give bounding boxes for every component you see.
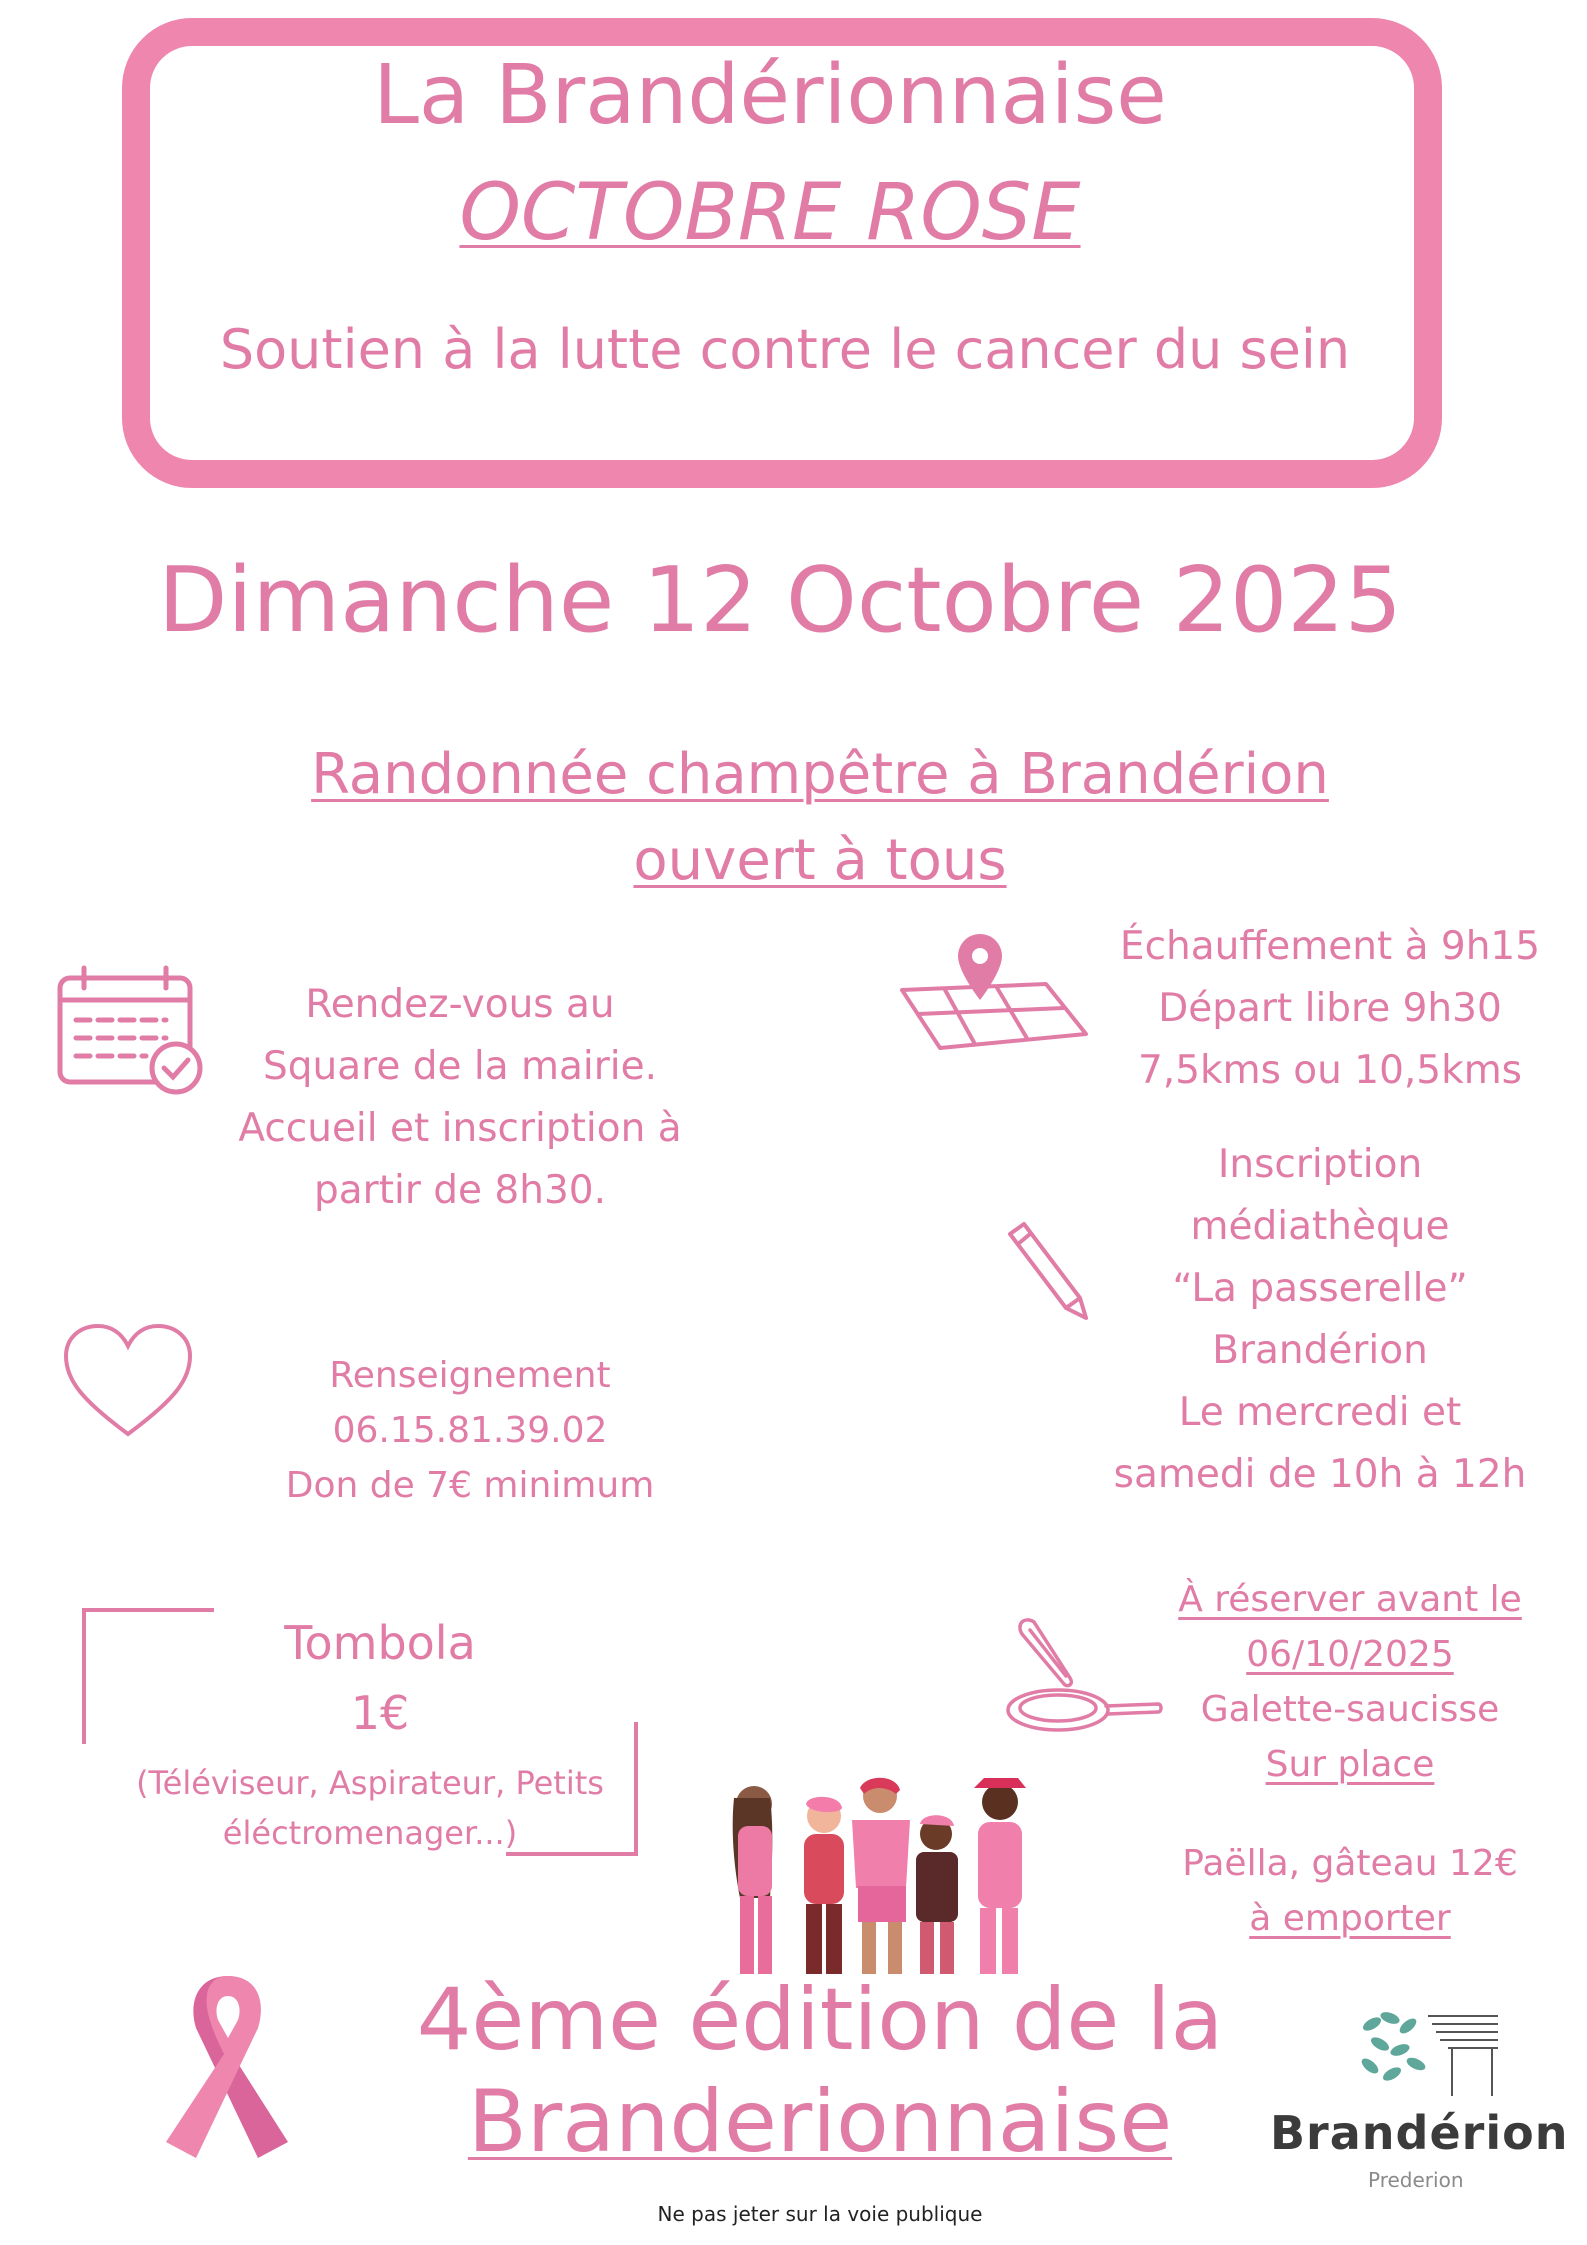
registration-line: “La passerelle” bbox=[1172, 1266, 1468, 1311]
page-tagline: Soutien à la lutte contre le cancer du sein bbox=[219, 318, 1351, 381]
event-date: Dimanche 12 Octobre 2025 bbox=[158, 548, 1402, 653]
reserve-before-label: À réserver avant le bbox=[1178, 1579, 1522, 1620]
schedule-line: Échauffement à 9h15 bbox=[1119, 924, 1541, 969]
takeaway-info bbox=[1120, 1836, 1580, 1946]
branderion-logo bbox=[1352, 2004, 1502, 2100]
tombola-prize-line: éléctromenager...) bbox=[222, 1814, 518, 1852]
event-subtitle-text: ouvert à tous bbox=[633, 828, 1007, 893]
frame-line bbox=[82, 1608, 214, 1612]
meeting-line: partir de 8h30. bbox=[314, 1168, 606, 1213]
frame-line bbox=[82, 1608, 86, 1744]
takeaway-label: à emporter bbox=[1249, 1898, 1451, 1939]
takeaway-item: Paëlla, gâteau 12€ bbox=[1182, 1843, 1518, 1884]
schedule-info bbox=[1070, 916, 1587, 1102]
event-title bbox=[160, 742, 1480, 807]
meal-item: Galette-saucisse bbox=[1200, 1689, 1500, 1730]
edition-line: 4ème édition de la bbox=[416, 1970, 1224, 2070]
registration-info bbox=[1040, 1134, 1587, 1506]
logo-subtitle: Prederion bbox=[1368, 2168, 1464, 2192]
edition-name: Branderionnaise bbox=[467, 2072, 1173, 2172]
contact-info bbox=[240, 1348, 700, 1513]
contact-phone: 06.15.81.39.02 bbox=[332, 1410, 608, 1451]
onsite-line bbox=[1120, 1737, 1580, 1792]
tombola-prize-line: (Téléviseur, Aspirateur, Petits bbox=[136, 1764, 604, 1802]
page-subtitle bbox=[140, 168, 1400, 258]
registration-line: médiathèque bbox=[1190, 1204, 1450, 1249]
event-subtitle bbox=[160, 828, 1480, 893]
tombola-title: Tombola bbox=[284, 1616, 476, 1670]
frame-line bbox=[634, 1722, 638, 1856]
reserve-deadline: 06/10/2025 bbox=[1246, 1634, 1454, 1675]
schedule-line: Départ libre 9h30 bbox=[1158, 986, 1502, 1031]
contact-line: Don de 7€ minimum bbox=[285, 1465, 655, 1506]
event-title-text: Randonnée champêtre à Brandérion bbox=[311, 742, 1329, 807]
heart-icon bbox=[62, 1322, 194, 1440]
meeting-info bbox=[180, 974, 740, 1222]
deadline-line bbox=[1120, 1627, 1580, 1682]
pink-ribbon-icon bbox=[148, 1962, 308, 2162]
tombola-heading bbox=[200, 1608, 560, 1748]
meal-info bbox=[1120, 1572, 1580, 1792]
registration-line: Le mercredi et bbox=[1178, 1390, 1462, 1435]
tombola-prizes bbox=[110, 1758, 630, 1858]
tombola-price: 1€ bbox=[350, 1686, 410, 1740]
registration-line: Brandérion bbox=[1212, 1328, 1428, 1373]
meeting-line: Accueil et inscription à bbox=[238, 1106, 682, 1151]
disclaimer: Ne pas jeter sur la voie publique bbox=[657, 2202, 983, 2226]
meeting-line: Rendez-vous au bbox=[305, 982, 615, 1027]
registration-line: Inscription bbox=[1217, 1142, 1423, 1187]
onsite-label: Sur place bbox=[1265, 1744, 1435, 1785]
subtitle-text: OCTOBRE ROSE bbox=[459, 168, 1081, 258]
edition-name-line bbox=[330, 2072, 1310, 2172]
registration-line: samedi de 10h à 12h bbox=[1113, 1452, 1527, 1497]
women-group-illustration bbox=[700, 1768, 1060, 1980]
meeting-line: Square de la mairie. bbox=[263, 1044, 657, 1089]
page-title: La Brandérionnaise bbox=[373, 48, 1167, 143]
logo-wordmark: Brandérion bbox=[1270, 2106, 1569, 2160]
schedule-line: 7,5kms ou 10,5kms bbox=[1137, 1048, 1523, 1093]
map-pin-icon bbox=[896, 930, 1090, 1056]
takeaway-line bbox=[1120, 1891, 1580, 1946]
contact-line: Renseignement bbox=[329, 1355, 611, 1396]
